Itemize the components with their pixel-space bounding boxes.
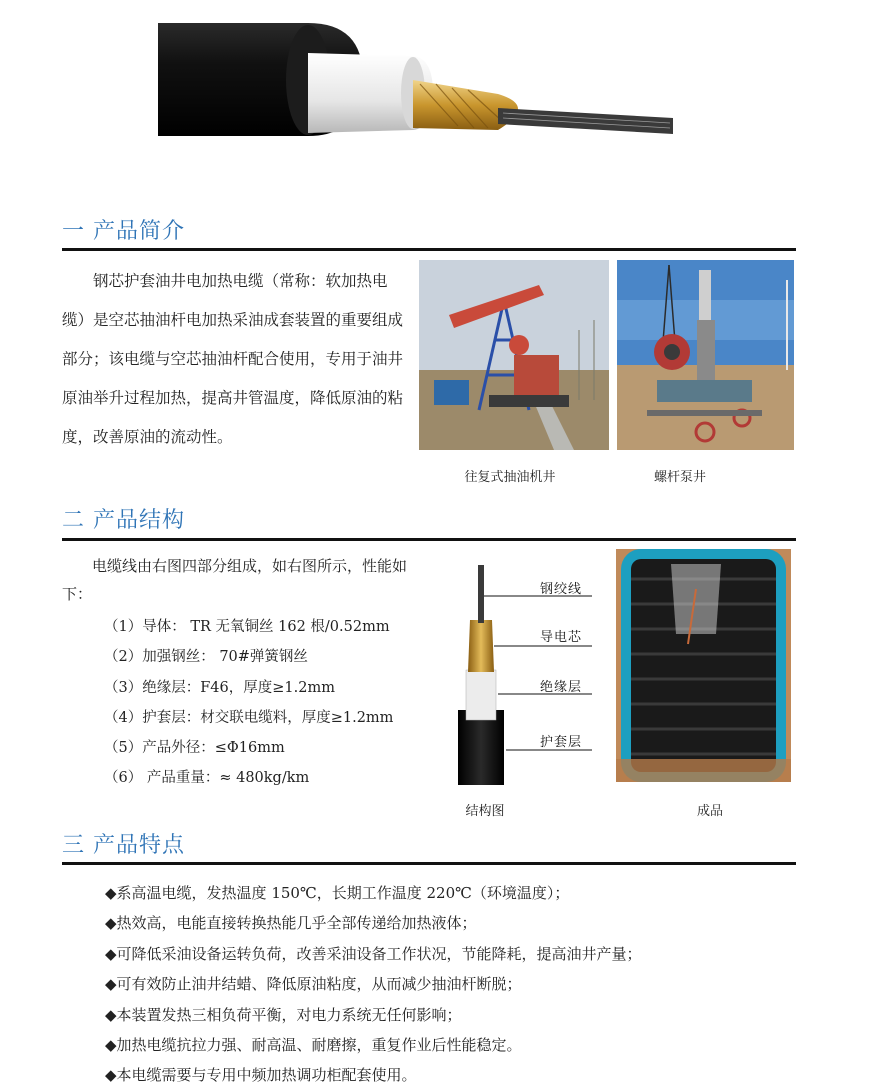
section-divider bbox=[62, 538, 796, 541]
feature-item: ◆可降低采油设备运转负荷，改善采油设备工作状况，节能降耗，提高油井产量； bbox=[105, 944, 642, 963]
bullet-icon: ◆ bbox=[105, 1005, 117, 1024]
feature-item: ◆加热电缆抗拉力强、耐高温、耐磨擦，重复作业后性能稳定。 bbox=[105, 1036, 522, 1055]
caption-finished-product: 成品 bbox=[696, 804, 723, 819]
spec-item: （4）护套层：材交联电缆料，厚度≥1.2mm bbox=[104, 709, 394, 726]
feature-list bbox=[105, 878, 642, 1090]
caption-structure-diagram: 结构图 bbox=[465, 804, 505, 819]
bullet-icon: ◆ bbox=[105, 1036, 117, 1055]
cable-structure-diagram bbox=[440, 560, 610, 785]
feature-item: ◆系高温电缆，发热温度 150℃，长期工作温度 220℃（环境温度）； bbox=[105, 884, 570, 902]
diagram-label-steel-strand: 钢绞线 bbox=[540, 582, 583, 597]
feature-item: ◆可有效防止油井结蜡、降低原油粘度，从而减少抽油杆断脱； bbox=[105, 975, 522, 994]
bullet-icon: ◆ bbox=[105, 1066, 117, 1085]
bullet-icon: ◆ bbox=[105, 944, 117, 963]
caption-screw-pump: 螺杆泵井 bbox=[653, 470, 706, 485]
feature-item: ◆本电缆需要与专用中频加热调功柜配套使用。 bbox=[105, 1066, 417, 1085]
section-divider bbox=[62, 248, 796, 251]
spec-item: （5）产品外径：≤Φ16mm bbox=[104, 740, 285, 757]
intro-paragraph: 钢芯护套油井电加热电缆（常称：软加热电缆）是空芯抽油杆电加热采油成套装置的重要组成部分；该电缆与空芯抽油杆配合使用，专用于油井原油举升过程加热，提高井管温度，降低原油的粘度，改善原油的流动性。 bbox=[62, 272, 404, 446]
spec-item: （1）导体： TR 无氧铜丝 162 根/0.52mm bbox=[104, 619, 390, 635]
section-title-features: 三 产品特点 bbox=[62, 833, 185, 858]
caption-pumping-unit: 往复式抽油机井 bbox=[464, 470, 556, 485]
bullet-icon: ◆ bbox=[105, 914, 117, 933]
spec-item: （3）绝缘层：F46，厚度≥1.2mm bbox=[104, 679, 335, 696]
diagram-label-insulation: 绝缘层 bbox=[540, 680, 583, 695]
bullet-icon: ◆ bbox=[105, 884, 117, 902]
structure-intro-text: 电缆线由右图四部分组成，如右图所示，性能如下： bbox=[62, 557, 408, 603]
spec-list bbox=[104, 612, 393, 794]
feature-item: ◆本装置发热三相负荷平衡，对电力系统无任何影响； bbox=[105, 1005, 462, 1024]
section-title-intro: 一 产品简介 bbox=[62, 219, 185, 244]
diagram-label-sheath: 护套层 bbox=[540, 735, 583, 750]
section-divider bbox=[62, 862, 796, 865]
diagram-label-conductor: 导电芯 bbox=[540, 630, 583, 645]
pumping-unit-well-photo bbox=[419, 260, 609, 450]
cable-spool-photo bbox=[616, 549, 791, 782]
spec-item: （6） 产品重量：≈ 480kg/km bbox=[104, 770, 310, 787]
cable-hero-image bbox=[158, 18, 678, 143]
spec-item: （2）加强钢丝： 70#弹簧钢丝 bbox=[104, 649, 308, 666]
bullet-icon: ◆ bbox=[105, 975, 117, 994]
screw-pump-well-photo bbox=[617, 260, 794, 450]
section-title-structure: 二 产品结构 bbox=[62, 508, 185, 533]
feature-item: ◆热效高，电能直接转换热能几乎全部传递给加热液体； bbox=[105, 914, 477, 933]
